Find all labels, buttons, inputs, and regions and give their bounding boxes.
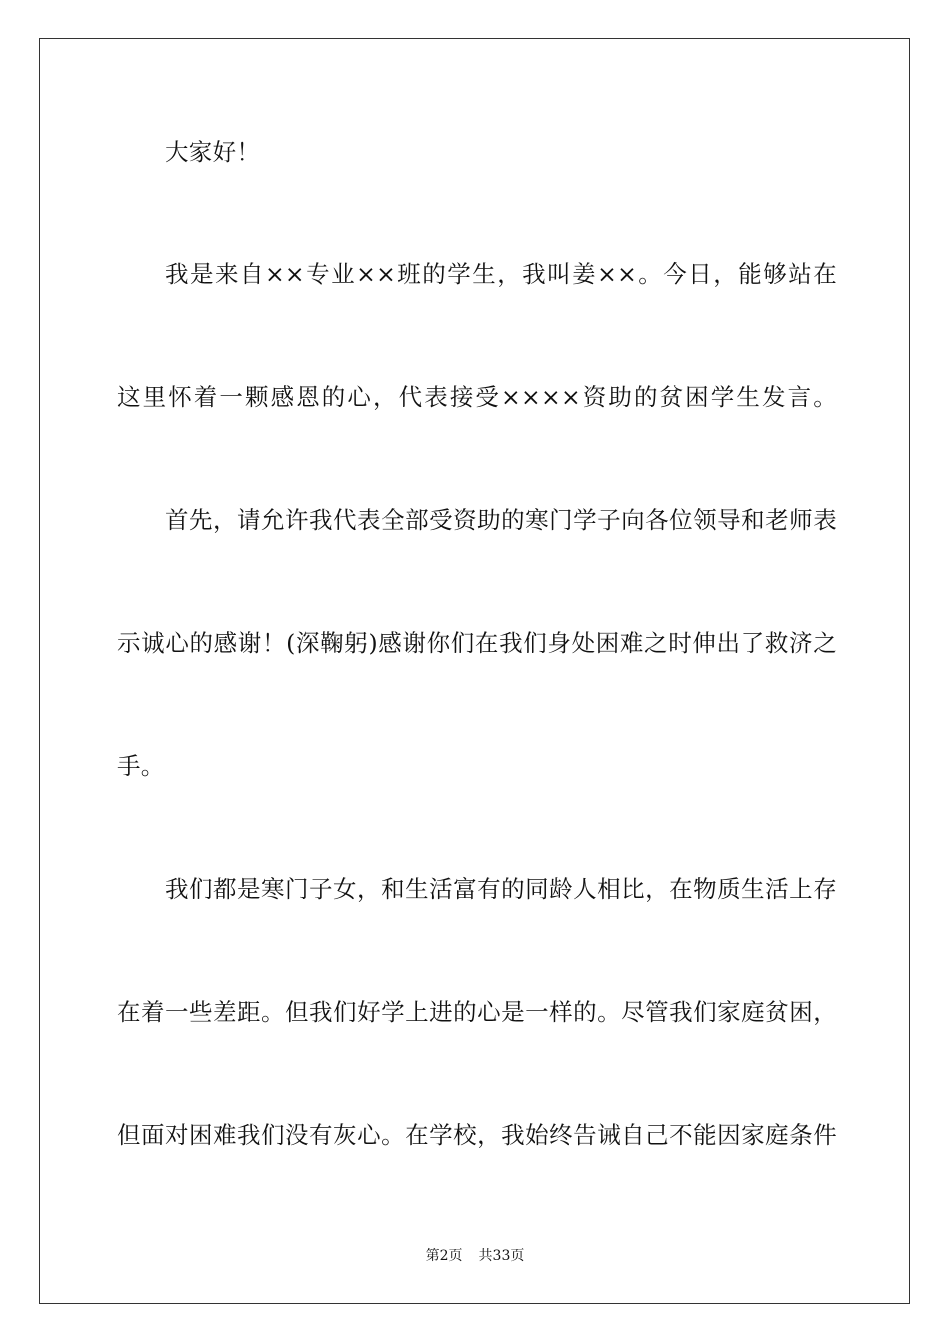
page-frame: [39, 38, 910, 1304]
paragraph-1-line-2: 这里怀着一颗感恩的心，代表接受××××资助的贫困学生发言。: [117, 383, 837, 411]
paragraph-1-line-1: 我是来自××专业××班的学生，我叫姜××。今日，能够站在: [165, 260, 837, 288]
paragraph-3-line-2: 在着一些差距。但我们好学上进的心是一样的。尽管我们家庭贫困，: [117, 998, 837, 1026]
page-number-total: 共33页: [478, 1248, 525, 1264]
greeting-line: 大家好！: [165, 138, 261, 166]
paragraph-2-line-3: 手。: [117, 752, 165, 780]
page-footer: [0, 1247, 950, 1265]
paragraph-2-line-1: 首先，请允许我代表全部受资助的寒门学子向各位领导和老师表: [165, 506, 837, 534]
paragraph-3-line-3: 但面对困难我们没有灰心。在学校，我始终告诫自己不能因家庭条件: [117, 1121, 837, 1149]
page-number-current: 第2页: [425, 1248, 463, 1264]
paragraph-3-line-1: 我们都是寒门子女，和生活富有的同龄人相比，在物质生活上存: [165, 875, 837, 903]
paragraph-2-line-2: 示诚心的感谢！(深鞠躬)感谢你们在我们身处困难之时伸出了救济之: [117, 629, 837, 657]
